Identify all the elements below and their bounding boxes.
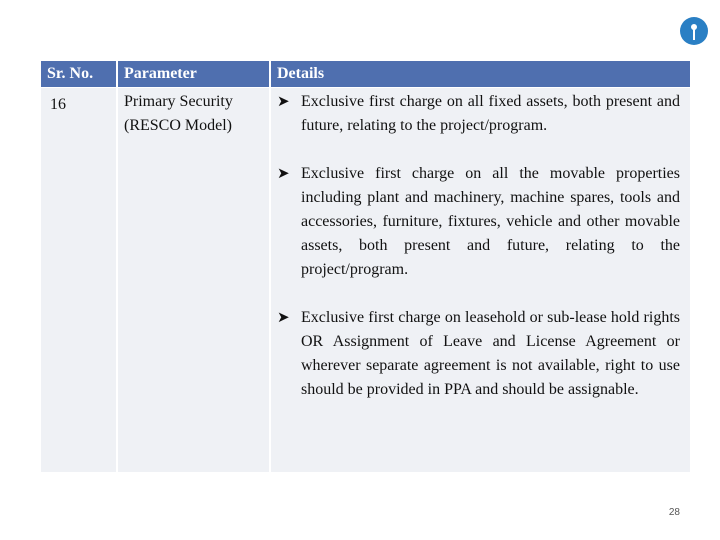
table-row — [41, 88, 690, 472]
parameter-line: Primary Security — [124, 93, 233, 110]
arrow-bullet-icon: ➤ — [277, 166, 290, 182]
detail-bullet — [271, 90, 680, 138]
detail-text: Exclusive first charge on all the movable properties including plant and machinery, machine spares, tools and accessories, furniture, fixtures, vehicle and other movable assets, both present and future, relating to the project/program. — [301, 165, 680, 278]
detail-bullet — [271, 306, 680, 402]
arrow-bullet-icon: ➤ — [277, 94, 290, 110]
detail-text: Exclusive first charge on all fixed assets, both present and future, relating to the project/program. — [301, 93, 680, 134]
header-parameter: Parameter — [118, 61, 271, 87]
table-header — [41, 61, 690, 88]
page-number: 28 — [668, 507, 680, 518]
sr-no-cell: 16 — [41, 88, 118, 472]
detail-text: Exclusive first charge on leasehold or sub-lease hold rights OR Assignment of Leave and License Agreement or wherever separate agreement is not available, right to use should be provided in PPA and should be assignable. — [301, 309, 680, 398]
header-details: Details — [277, 65, 325, 82]
parameter-line: (RESCO Model) — [124, 117, 232, 134]
details-cell — [271, 88, 690, 472]
header-sr-no: Sr. No. — [41, 61, 118, 87]
detail-bullet — [271, 162, 680, 282]
bank-logo-icon — [680, 17, 708, 45]
arrow-bullet-icon: ➤ — [277, 310, 290, 326]
parameter-cell — [118, 88, 271, 472]
